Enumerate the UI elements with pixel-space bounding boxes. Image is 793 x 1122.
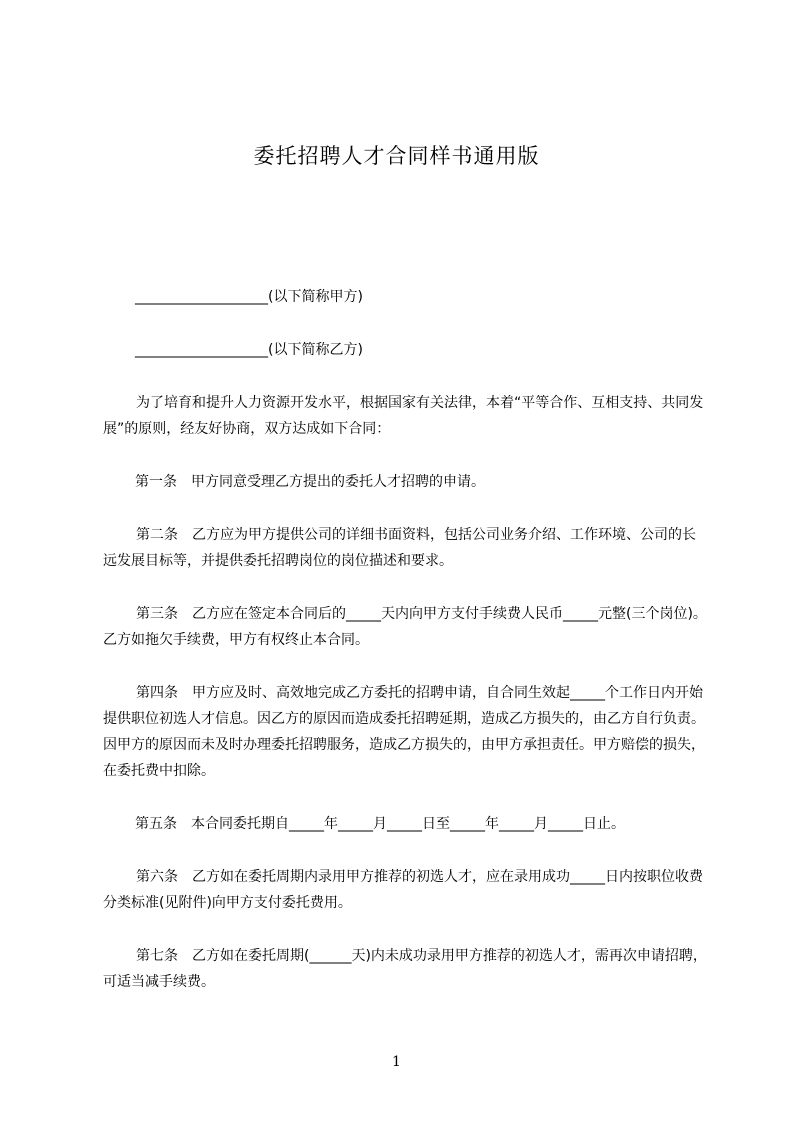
clause-6: 第六条 乙方如在委托周期内录用甲方推荐的初选人才，应在录用成功_____日内按职位收费分类标准(见附件)向甲方支付委托费用。 bbox=[103, 869, 703, 911]
clause-4: 第四条 甲方应及时、高效地完成乙方委托的招聘申请，自合同生效起_____个工作日内开始提供职位初选人才信息。因乙方的原因而造成委托招聘延期，造成乙方损失的，由乙方自行负责。因甲方的原因而未及时办理委托招聘服务，造成乙方损失的，由甲方承担责任。甲方赔偿的损失，在委托费中扣除。 bbox=[103, 685, 705, 779]
page-number: 1 bbox=[392, 1054, 401, 1070]
document-body bbox=[103, 284, 709, 1022]
party-b-line: ___________________(以下简称乙方) bbox=[135, 342, 363, 358]
clause-1: 第一条 甲方同意受理乙方提出的委托人才招聘的申请。 bbox=[135, 474, 485, 490]
clause-3: 第三条 乙方应在签定本合同后的_____天内向甲方支付手续费人民币_____元整(三个岗位)。乙方如拖欠手续费，甲方有权终止本合同。 bbox=[103, 606, 707, 648]
document-title: 委托招聘人才合同样书通用版 bbox=[253, 144, 540, 168]
party-a-line: ___________________(以下简称甲方) bbox=[135, 289, 363, 305]
clause-5: 第五条 本合同委托期自_____年_____月_____日至_____年_____月_____日止。 bbox=[135, 816, 625, 832]
preamble-paragraph: 为了培育和提升人力资源开发水平，根据国家有关法律，本着“平等合作、互相支持、共同发展”的原则，经友好协商，双方达成如下合同： bbox=[103, 395, 704, 437]
clause-7: 第七条 乙方如在委托周期(______天)内未成功录用甲方推荐的初选人才，需再次申请招聘，可适当减手续费。 bbox=[103, 948, 707, 990]
clause-2: 第二条 乙方应为甲方提供公司的详细书面资料，包括公司业务介绍、工作环境、公司的长远发展目标等，并提供委托招聘岗位的岗位描述和要求。 bbox=[103, 527, 696, 569]
